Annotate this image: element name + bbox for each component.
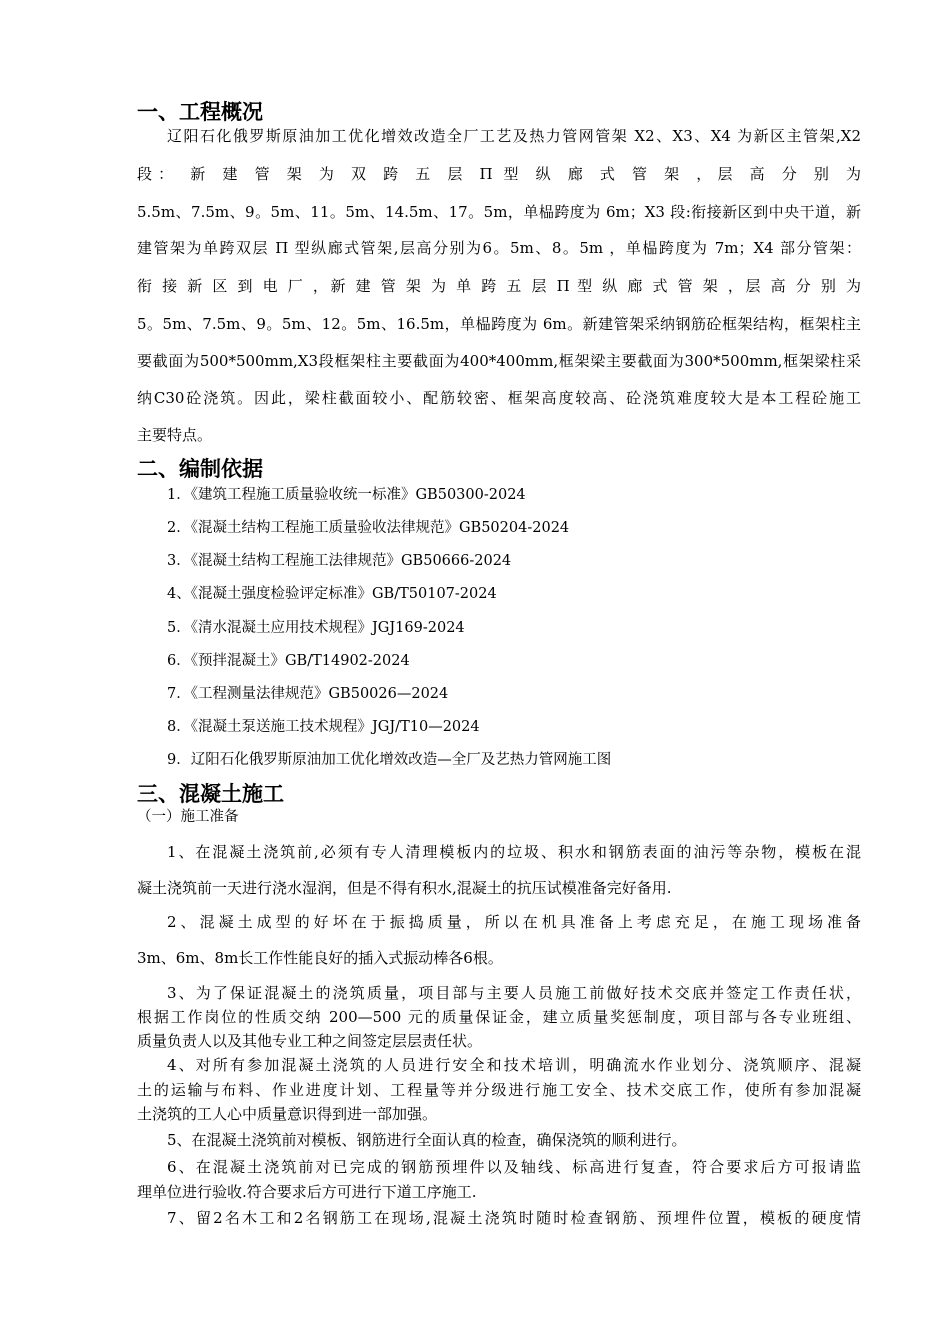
section-1-line: 要截面为500*500mm,X3段框架柱主要截面为400*400mm,框架梁主要截面为300*500mm,框架梁柱采	[137, 352, 861, 370]
reference-item: 8．《混凝土泵送施工技术规程》JGJ/T10—2024	[167, 719, 480, 735]
reference-item: 6．《预拌混凝土》GB/T14902-2024	[167, 653, 410, 669]
section-3-line: 5、在混凝土浇筑前对模板、钢筋进行全面认真的检查，确保浇筑的顺利进行。	[167, 1131, 687, 1149]
reference-item: 9．辽阳石化俄罗斯原油加工优化增效改造—全厂及艺热力管网施工图	[167, 752, 612, 768]
section-3-line: 理单位进行验收.符合要求后方可进行下道工序施工.	[137, 1183, 477, 1201]
section-3-heading: 三、混凝土施工	[137, 782, 284, 806]
reference-item: 2．《混凝土结构工程施工质量验收法律规范》GB50204-2024	[167, 520, 570, 536]
section-3-line: 土浇筑的工人心中质量意识得到进一部加强。	[137, 1105, 438, 1123]
section-1-line: 衔 接 新 区 到 电 厂 ，新 建 管 架 为 单 跨 五 层 Π 型 纵 廊 式 管 架 ，层 高 分 别 为	[137, 277, 861, 295]
section-3-line: 6、在混凝土浇筑前对已完成的钢筋预埋件以及轴线、标高进行复查，符合要求后方可报请监	[167, 1158, 861, 1176]
reference-item: 7．《工程测量法律规范》GB50026—2024	[167, 686, 449, 702]
subsection-heading: （一）施工准备	[137, 809, 239, 825]
section-3-line: 3、为了保证混凝土的浇筑质量，项目部与主要人员施工前做好技术交底并签定工作责任状，	[167, 984, 861, 1002]
section-3-line: 土的运输与布料、作业进度计划、工程量等并分级进行施工安全、技术交底工作，使所有参加混凝	[137, 1081, 861, 1099]
section-1-line: 建管架为单跨双层 Π 型纵廊式管架,层高分别为6。5m、8。5m ，单榀跨度为 7m；X4 部分管架：	[137, 239, 861, 257]
section-2-heading: 二、编制依据	[137, 457, 263, 481]
section-3-line: 7、留2名木工和2名钢筋工在现场,混凝土浇筑时随时检查钢筋、预埋件位置，模板的硬度情	[167, 1209, 861, 1227]
reference-item: 4、《混凝土强度检验评定标准》GB/T50107-2024	[167, 586, 497, 602]
section-1-line: 纳C30砼浇筑。因此，梁柱截面较小、配筋较密、框架高度较高、砼浇筑难度较大是本工程砼施工	[137, 389, 861, 407]
section-1-heading: 一、工程概况	[137, 100, 263, 124]
section-3-line: 质量负责人以及其他专业工种之间签定层层责任状。	[137, 1032, 483, 1050]
reference-item: 5．《清水混凝土应用技术规程》JGJ169-2024	[167, 620, 465, 636]
section-3-line: 2、混凝土成型的好坏在于振捣质量，所以在机具准备上考虑充足，在施工现场准备	[167, 913, 861, 931]
section-3-line: 凝土浇筑前一天进行浇水湿润，但是不得有积水,混凝土的抗压试模准备完好备用.	[137, 879, 672, 897]
reference-item: 3．《混凝土结构工程施工法律规范》GB50666-2024	[167, 553, 512, 569]
section-1-line: 段： 新 建 管 架 为 双 跨 五 层 Π 型 纵 廊 式 管 架 ，层 高 分 别 为	[137, 165, 861, 183]
section-1-line: 主要特点。	[137, 426, 213, 444]
section-3-line: 3m、6m、8m长工作性能良好的插入式振动棒各6根。	[137, 949, 503, 967]
section-3-line: 1、在混凝土浇筑前,必须有专人清理模板内的垃圾、积水和钢筋表面的油污等杂物，模板在混	[167, 843, 861, 861]
reference-item: 1．《建筑工程施工质量验收统一标准》GB50300-2024	[167, 487, 526, 503]
section-1-line: 辽阳石化俄罗斯原油加工优化增效改造全厂工艺及热力管网管架 X2、X3、X4 为新区主管架,X2	[167, 127, 861, 145]
section-3-line: 根据工作岗位的性质交纳 200—500 元的质量保证金，建立质量奖惩制度，项目部与各专业班组、	[137, 1008, 861, 1026]
section-3-line: 4、对所有参加混凝土浇筑的人员进行安全和技术培训，明确流水作业划分、浇筑顺序、混凝	[167, 1056, 861, 1074]
section-1-line: 5.5m、7.5m、9。5m、11。5m、14.5m、17。5m，单榀跨度为 6m；X3 段:衔接新区到中央干道，新	[137, 203, 861, 221]
section-1-line: 5。5m、7.5m、9。5m、12。5m、16.5m，单榀跨度为 6m。新建管架采纳钢筋砼框架结构，框架柱主	[137, 315, 861, 333]
